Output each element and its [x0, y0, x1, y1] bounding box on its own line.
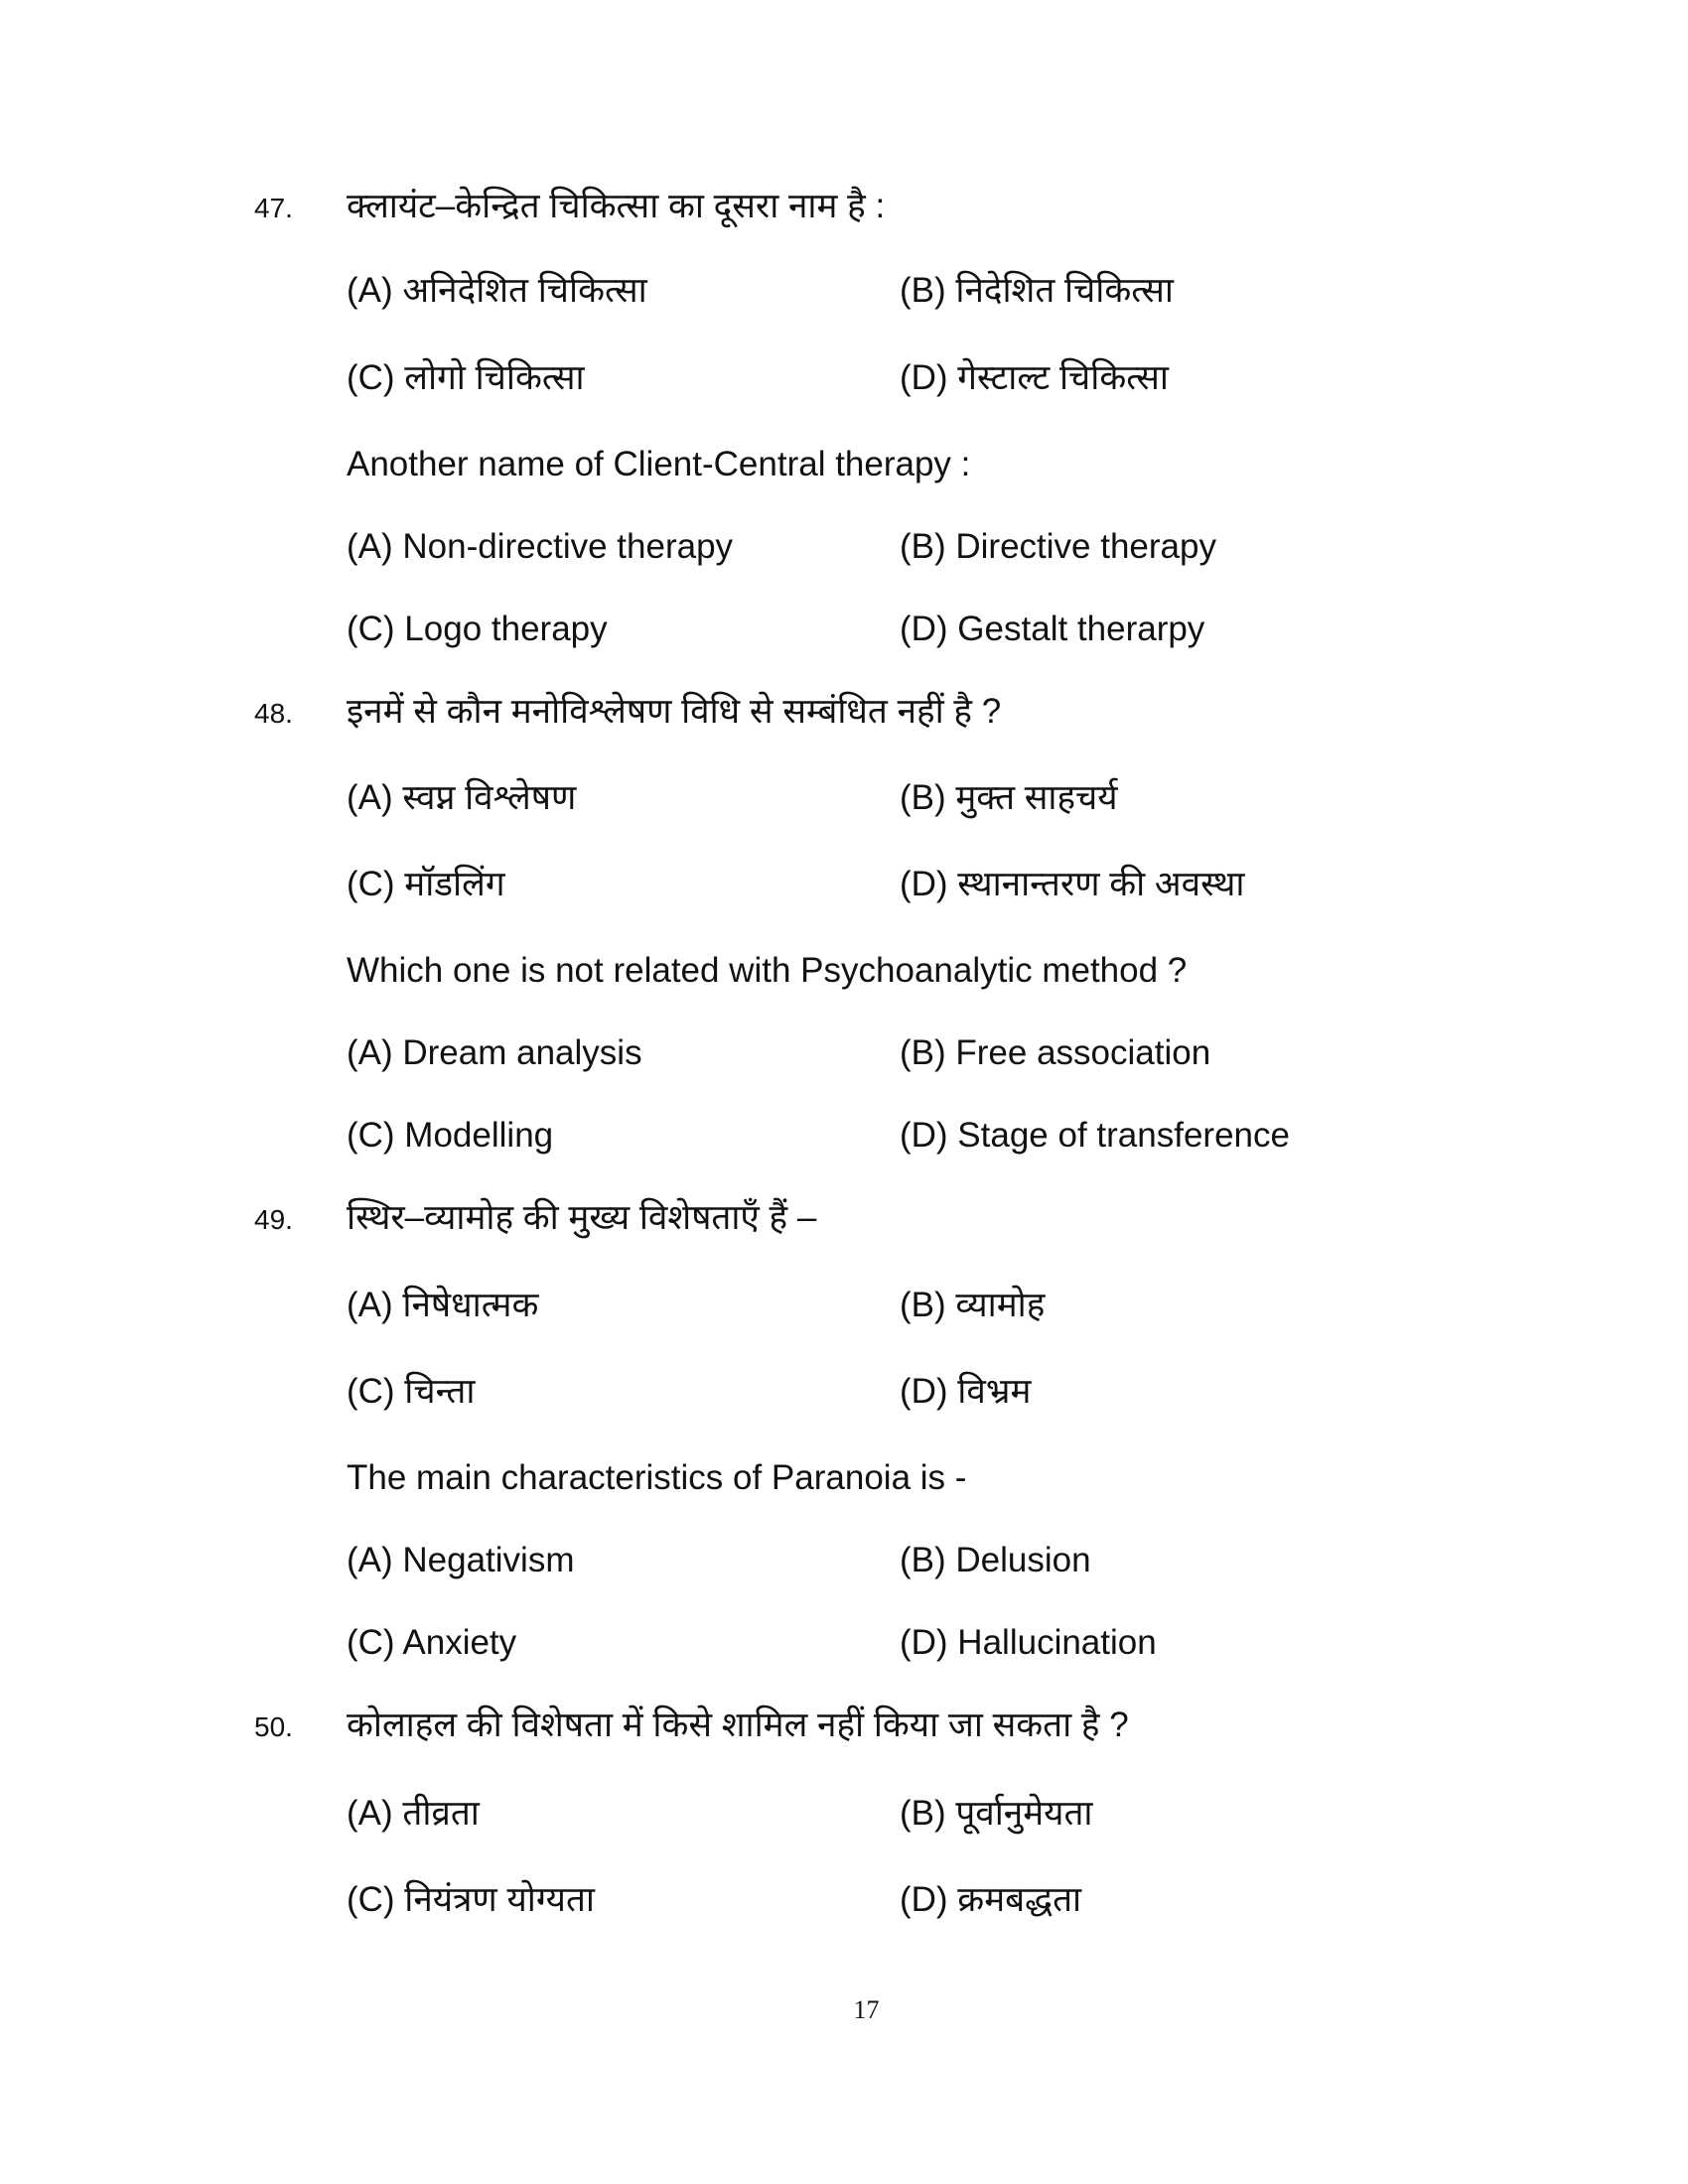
option-b-english: (B) Delusion	[900, 1541, 1091, 1579]
option-b-hindi: (B) पूर्वानुमेयता	[900, 1794, 1093, 1833]
question-stem-english: Which one is not related with Psychoanalytic method ?	[347, 951, 1188, 990]
option-d-english: (D) Stage of transference	[900, 1116, 1290, 1155]
option-c-english: (C) Logo therapy	[347, 610, 608, 648]
question-stem-hindi: कोलाहल की विशेषता में किसे शामिल नहीं किया जा सकता है ?	[347, 1706, 1129, 1744]
question-stem-hindi: इनमें से कौन मनोविश्लेषण विधि से सम्बंधित नहीं है ?	[347, 692, 1002, 731]
option-a-english: (A) Non-directive therapy	[347, 527, 734, 566]
option-c-hindi: (C) मॉडलिंग	[347, 865, 505, 903]
option-b-english: (B) Directive therapy	[900, 527, 1216, 566]
option-b-english: (B) Free association	[900, 1033, 1211, 1072]
option-c-english: (C) Modelling	[347, 1116, 554, 1155]
question-stem-english: Another name of Client-Central therapy :	[347, 445, 971, 483]
question-number: 50.	[254, 1711, 293, 1742]
option-d-english: (D) Gestalt therarpy	[900, 610, 1205, 648]
question-stem-english: The main characteristics of Paranoia is -	[347, 1458, 967, 1497]
page-number: 17	[853, 1995, 880, 2024]
option-b-hindi: (B) व्यामोह	[900, 1286, 1046, 1324]
option-a-hindi: (A) अनिदेशित चिकित्सा	[347, 271, 647, 310]
option-d-english: (D) Hallucination	[900, 1623, 1157, 1662]
question-number: 47.	[254, 193, 293, 223]
question-number: 48.	[254, 698, 293, 729]
option-a-english: (A) Negativism	[347, 1541, 575, 1579]
option-c-hindi: (C) नियंत्रण योग्यता	[347, 1880, 595, 1919]
question-number: 49.	[254, 1204, 293, 1235]
option-d-hindi: (D) स्थानान्तरण की अवस्था	[900, 865, 1245, 903]
option-a-hindi: (A) तीव्रता	[347, 1794, 480, 1833]
question-stem-hindi: स्थिर–व्यामोह की मुख्य विशेषताएँ हैं –	[347, 1198, 817, 1237]
option-b-hindi: (B) निदेशित चिकित्सा	[900, 271, 1174, 310]
option-a-english: (A) Dream analysis	[347, 1033, 642, 1072]
option-a-hindi: (A) निषेधात्मक	[347, 1286, 539, 1324]
option-a-hindi: (A) स्वप्न विश्लेषण	[347, 778, 577, 817]
option-c-hindi: (C) चिन्ता	[347, 1372, 476, 1411]
option-c-hindi: (C) लोगो चिकित्सा	[347, 358, 585, 397]
option-d-hindi: (D) गेस्टाल्ट चिकित्सा	[900, 358, 1169, 397]
option-c-english: (C) Anxiety	[347, 1623, 517, 1662]
option-d-hindi: (D) विभ्रम	[900, 1372, 1032, 1411]
option-d-hindi: (D) क्रमबद्धता	[900, 1880, 1082, 1919]
question-stem-hindi: क्लायंट–केन्द्रित चिकित्सा का दूसरा नाम है :	[347, 187, 886, 225]
option-b-hindi: (B) मुक्त साहचर्य	[900, 778, 1118, 817]
